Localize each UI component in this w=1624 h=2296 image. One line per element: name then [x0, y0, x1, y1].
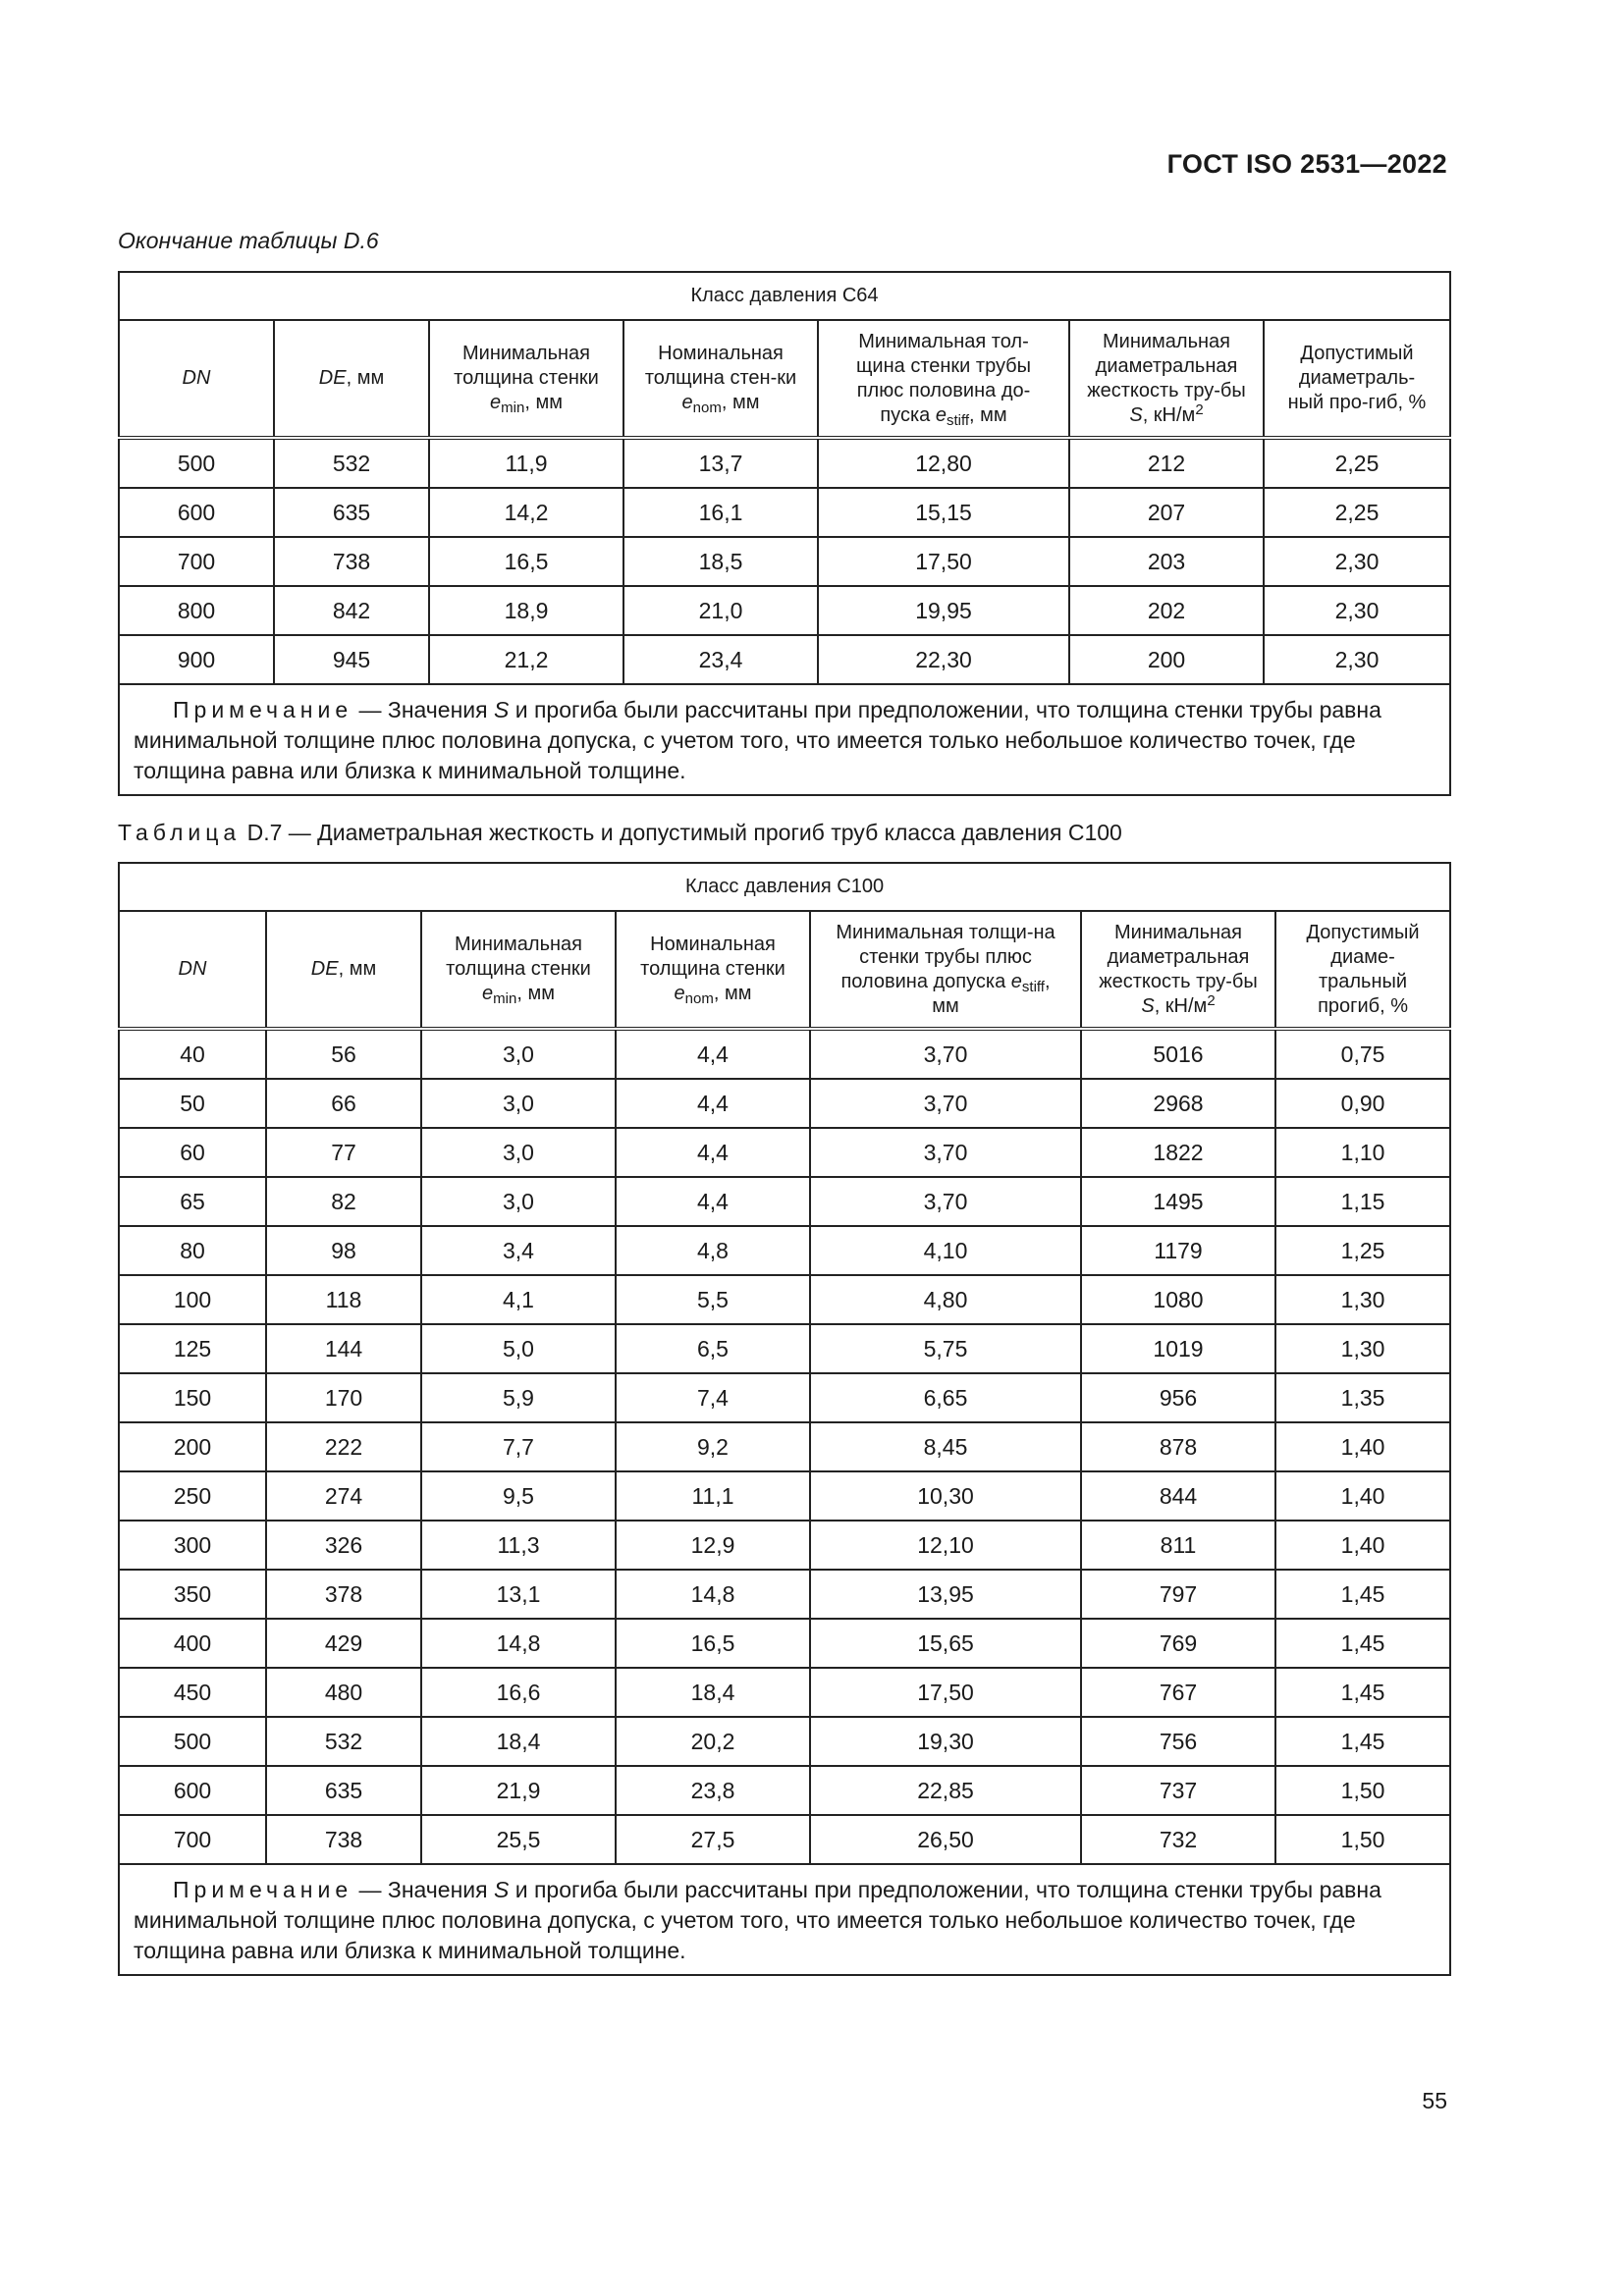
cell-de: 274 — [266, 1471, 421, 1521]
table-row — [119, 1619, 1450, 1668]
cell-dn: 100 — [119, 1275, 266, 1324]
cell-dn: 900 — [119, 635, 274, 684]
cell-dn: 80 — [119, 1226, 266, 1275]
col-header-de: DE, мм — [266, 911, 421, 1029]
cell-e-stiff: 12,80 — [818, 438, 1069, 488]
cell-e-stiff: 5,75 — [810, 1324, 1081, 1373]
cell-e-stiff: 26,50 — [810, 1815, 1081, 1864]
cell-deflection: 0,90 — [1275, 1079, 1450, 1128]
cell-dn: 250 — [119, 1471, 266, 1521]
cell-e-nom: 6,5 — [616, 1324, 810, 1373]
cell-de: 98 — [266, 1226, 421, 1275]
cell-e-min: 25,5 — [421, 1815, 616, 1864]
cell-deflection: 1,50 — [1275, 1766, 1450, 1815]
cell-e-stiff: 22,85 — [810, 1766, 1081, 1815]
col-header-dn: DN — [119, 911, 266, 1029]
cell-deflection: 1,35 — [1275, 1373, 1450, 1422]
cell-deflection: 1,15 — [1275, 1177, 1450, 1226]
cell-de: 222 — [266, 1422, 421, 1471]
cell-e-nom: 9,2 — [616, 1422, 810, 1471]
cell-de: 170 — [266, 1373, 421, 1422]
cell-stiffness: 212 — [1069, 438, 1264, 488]
cell-e-nom: 27,5 — [616, 1815, 810, 1864]
cell-e-nom: 7,4 — [616, 1373, 810, 1422]
cell-de: 635 — [266, 1766, 421, 1815]
cell-stiffness: 1179 — [1081, 1226, 1275, 1275]
cell-dn: 40 — [119, 1029, 266, 1079]
cell-de: 326 — [266, 1521, 421, 1570]
cell-deflection: 2,30 — [1264, 635, 1450, 684]
table-row — [119, 1668, 1450, 1717]
cell-e-min: 18,9 — [429, 586, 623, 635]
cell-stiffness: 769 — [1081, 1619, 1275, 1668]
cell-e-min: 3,0 — [421, 1128, 616, 1177]
cell-stiffness: 1080 — [1081, 1275, 1275, 1324]
cell-de: 480 — [266, 1668, 421, 1717]
cell-deflection: 1,50 — [1275, 1815, 1450, 1864]
cell-stiffness: 200 — [1069, 635, 1264, 684]
cell-e-nom: 23,4 — [623, 635, 818, 684]
table-row — [119, 1029, 1450, 1079]
cell-e-stiff: 4,10 — [810, 1226, 1081, 1275]
cell-e-stiff: 6,65 — [810, 1373, 1081, 1422]
cell-dn: 600 — [119, 1766, 266, 1815]
cell-dn: 700 — [119, 1815, 266, 1864]
table-row — [119, 488, 1450, 537]
cell-dn: 600 — [119, 488, 274, 537]
cell-e-stiff: 3,70 — [810, 1079, 1081, 1128]
col-header-stiffness: Минимальная диаметральная жесткость тру-бы S, $кН/м^2$ — [1081, 911, 1275, 1029]
cell-stiffness: 2968 — [1081, 1079, 1275, 1128]
table-row — [119, 1324, 1450, 1373]
cell-de: 842 — [274, 586, 429, 635]
cell-de: 77 — [266, 1128, 421, 1177]
cell-de: 429 — [266, 1619, 421, 1668]
cell-dn: 800 — [119, 586, 274, 635]
cell-e-min: 3,4 — [421, 1226, 616, 1275]
cell-deflection: 1,25 — [1275, 1226, 1450, 1275]
cell-e-min: 16,6 — [421, 1668, 616, 1717]
cell-stiffness: 202 — [1069, 586, 1264, 635]
cell-e-nom: 11,1 — [616, 1471, 810, 1521]
cell-deflection: 1,45 — [1275, 1570, 1450, 1619]
cell-e-min: 3,0 — [421, 1177, 616, 1226]
cell-dn: 125 — [119, 1324, 266, 1373]
col-header-e-stiff: Минимальная толщи-на стенки трубы плюс половина допуска $e_{stiff}$, мм — [810, 911, 1081, 1029]
cell-e-min: 11,9 — [429, 438, 623, 488]
cell-e-nom: 4,4 — [616, 1079, 810, 1128]
cell-dn: 150 — [119, 1373, 266, 1422]
cell-deflection: 1,30 — [1275, 1324, 1450, 1373]
cell-e-min: 3,0 — [421, 1029, 616, 1079]
cell-e-nom: 18,5 — [623, 537, 818, 586]
table-d7 — [118, 862, 1451, 1976]
col-header-stiffness: Минимальная диаметральная жесткость тру-бы S, $кН/м^2$ — [1069, 320, 1264, 438]
cell-stiffness: 732 — [1081, 1815, 1275, 1864]
cell-de: 56 — [266, 1029, 421, 1079]
cell-stiffness: 203 — [1069, 537, 1264, 586]
cell-stiffness: 1822 — [1081, 1128, 1275, 1177]
cell-stiffness: 878 — [1081, 1422, 1275, 1471]
cell-deflection: 2,25 — [1264, 488, 1450, 537]
cell-e-min: 18,4 — [421, 1717, 616, 1766]
table-row — [119, 1521, 1450, 1570]
cell-deflection: 0,75 — [1275, 1029, 1450, 1079]
cell-e-min: 5,9 — [421, 1373, 616, 1422]
cell-dn: 450 — [119, 1668, 266, 1717]
cell-e-nom: 16,5 — [616, 1619, 810, 1668]
cell-dn: 500 — [119, 438, 274, 488]
cell-stiffness: 844 — [1081, 1471, 1275, 1521]
cell-e-stiff: 19,95 — [818, 586, 1069, 635]
cell-e-stiff: 12,10 — [810, 1521, 1081, 1570]
cell-e-nom: 21,0 — [623, 586, 818, 635]
cell-e-stiff: 15,15 — [818, 488, 1069, 537]
table-row — [119, 1815, 1450, 1864]
table-row — [119, 1226, 1450, 1275]
cell-e-nom: 16,1 — [623, 488, 818, 537]
cell-e-stiff: 4,80 — [810, 1275, 1081, 1324]
cell-dn: 300 — [119, 1521, 266, 1570]
cell-e-nom: 20,2 — [616, 1717, 810, 1766]
cell-stiffness: 5016 — [1081, 1029, 1275, 1079]
cell-e-min: 3,0 — [421, 1079, 616, 1128]
cell-stiffness: 956 — [1081, 1373, 1275, 1422]
table-row — [119, 1275, 1450, 1324]
cell-de: 118 — [266, 1275, 421, 1324]
col-header-e-stiff: Минимальная тол-щина стенки трубы плюс половина до-пуска $e_{stiff}$, мм — [818, 320, 1069, 438]
cell-dn: 400 — [119, 1619, 266, 1668]
col-header-deflection: Допустимый диаметраль-ный про-гиб, % — [1264, 320, 1450, 438]
col-header-de: DE, мм — [274, 320, 429, 438]
cell-e-nom: 4,4 — [616, 1177, 810, 1226]
cell-e-stiff: 17,50 — [818, 537, 1069, 586]
table-row — [119, 635, 1450, 684]
table-row — [119, 1128, 1450, 1177]
table-row — [119, 438, 1450, 488]
table-row — [119, 1717, 1450, 1766]
table-continuation-label: Окончание таблицы D.6 — [118, 228, 379, 253]
cell-dn: 65 — [119, 1177, 266, 1226]
cell-e-nom: 12,9 — [616, 1521, 810, 1570]
cell-deflection: 2,30 — [1264, 537, 1450, 586]
table-row — [119, 1177, 1450, 1226]
cell-deflection: 1,45 — [1275, 1717, 1450, 1766]
cell-dn: 350 — [119, 1570, 266, 1619]
page-number: 55 — [1422, 2088, 1447, 2113]
col-header-deflection: Допустимый диаме-тральный прогиб, % — [1275, 911, 1450, 1029]
cell-de: 378 — [266, 1570, 421, 1619]
cell-e-min: 21,9 — [421, 1766, 616, 1815]
cell-deflection: 1,45 — [1275, 1668, 1450, 1717]
cell-e-min: 9,5 — [421, 1471, 616, 1521]
table-note: Примечание — Значения S и прогиба были рассчитаны при предположении, что толщина стенки трубы равна минимальной толщине плюс половина допуска, с учетом того, что имеется только небольшое количество точек, где толщина равна или близка к минимальной толщине. — [119, 1864, 1450, 1975]
cell-e-nom: 18,4 — [616, 1668, 810, 1717]
cell-deflection: 1,30 — [1275, 1275, 1450, 1324]
cell-e-nom: 13,7 — [623, 438, 818, 488]
table-row — [119, 1079, 1450, 1128]
pressure-class-label: Класс давления С64 — [119, 272, 1450, 320]
table-row — [119, 537, 1450, 586]
cell-dn: 200 — [119, 1422, 266, 1471]
cell-dn: 700 — [119, 537, 274, 586]
table-row — [119, 1766, 1450, 1815]
cell-e-min: 13,1 — [421, 1570, 616, 1619]
cell-de: 738 — [266, 1815, 421, 1864]
col-header-e-min: Минимальная толщина стенки $e_{min}$, мм — [429, 320, 623, 438]
cell-de: 635 — [274, 488, 429, 537]
cell-deflection: 1,45 — [1275, 1619, 1450, 1668]
cell-stiffness: 767 — [1081, 1668, 1275, 1717]
cell-stiffness: 1495 — [1081, 1177, 1275, 1226]
cell-e-stiff: 13,95 — [810, 1570, 1081, 1619]
cell-e-stiff: 8,45 — [810, 1422, 1081, 1471]
table-d7-caption: Таблица D.7 — Диаметральная жесткость и допустимый прогиб труб класса давления С100 — [118, 820, 1122, 845]
cell-stiffness: 811 — [1081, 1521, 1275, 1570]
cell-de: 532 — [274, 438, 429, 488]
cell-e-stiff: 15,65 — [810, 1619, 1081, 1668]
cell-e-nom: 4,8 — [616, 1226, 810, 1275]
pressure-class-label: Класс давления С100 — [119, 863, 1450, 911]
cell-deflection: 2,30 — [1264, 586, 1450, 635]
cell-e-min: 5,0 — [421, 1324, 616, 1373]
cell-e-stiff: 17,50 — [810, 1668, 1081, 1717]
table-note: Примечание — Значения S и прогиба были рассчитаны при предположении, что толщина стенки трубы равна минимальной толщине плюс половина допуска, с учетом того, что имеется только небольшое количество точек, где толщина равна или близка к минимальной толщине. — [119, 684, 1450, 795]
cell-e-nom: 5,5 — [616, 1275, 810, 1324]
cell-e-nom: 4,4 — [616, 1029, 810, 1079]
cell-stiffness: 737 — [1081, 1766, 1275, 1815]
table-row — [119, 1471, 1450, 1521]
cell-e-nom: 14,8 — [616, 1570, 810, 1619]
cell-de: 82 — [266, 1177, 421, 1226]
col-header-e-min: Минимальная толщина стенки $e_{min}$, мм — [421, 911, 616, 1029]
cell-e-stiff: 22,30 — [818, 635, 1069, 684]
cell-e-stiff: 3,70 — [810, 1128, 1081, 1177]
col-header-e-nom: Номинальная толщина стен-ки $e_{nom}$, мм — [623, 320, 818, 438]
cell-de: 738 — [274, 537, 429, 586]
table-row — [119, 1422, 1450, 1471]
cell-e-min: 21,2 — [429, 635, 623, 684]
cell-dn: 60 — [119, 1128, 266, 1177]
cell-e-min: 14,2 — [429, 488, 623, 537]
col-header-e-nom: Номинальная толщина стенки $e_{nom}$, мм — [616, 911, 810, 1029]
cell-stiffness: 1019 — [1081, 1324, 1275, 1373]
cell-dn: 50 — [119, 1079, 266, 1128]
cell-stiffness: 797 — [1081, 1570, 1275, 1619]
cell-e-stiff: 19,30 — [810, 1717, 1081, 1766]
cell-deflection: 1,10 — [1275, 1128, 1450, 1177]
cell-de: 66 — [266, 1079, 421, 1128]
cell-e-nom: 23,8 — [616, 1766, 810, 1815]
cell-deflection: 1,40 — [1275, 1471, 1450, 1521]
cell-deflection: 1,40 — [1275, 1422, 1450, 1471]
table-row — [119, 1570, 1450, 1619]
cell-stiffness: 756 — [1081, 1717, 1275, 1766]
cell-e-min: 16,5 — [429, 537, 623, 586]
table-row — [119, 1373, 1450, 1422]
cell-e-stiff: 3,70 — [810, 1177, 1081, 1226]
cell-e-min: 4,1 — [421, 1275, 616, 1324]
cell-de: 945 — [274, 635, 429, 684]
cell-de: 532 — [266, 1717, 421, 1766]
cell-dn: 500 — [119, 1717, 266, 1766]
cell-e-stiff: 10,30 — [810, 1471, 1081, 1521]
cell-deflection: 1,40 — [1275, 1521, 1450, 1570]
table-row — [119, 586, 1450, 635]
col-header-dn: DN — [119, 320, 274, 438]
table-d6 — [118, 271, 1451, 796]
cell-e-min: 14,8 — [421, 1619, 616, 1668]
document-id: ГОСТ ISO 2531—2022 — [1166, 149, 1447, 179]
cell-e-min: 11,3 — [421, 1521, 616, 1570]
cell-e-stiff: 3,70 — [810, 1029, 1081, 1079]
cell-e-min: 7,7 — [421, 1422, 616, 1471]
cell-stiffness: 207 — [1069, 488, 1264, 537]
cell-e-nom: 4,4 — [616, 1128, 810, 1177]
cell-deflection: 2,25 — [1264, 438, 1450, 488]
cell-de: 144 — [266, 1324, 421, 1373]
